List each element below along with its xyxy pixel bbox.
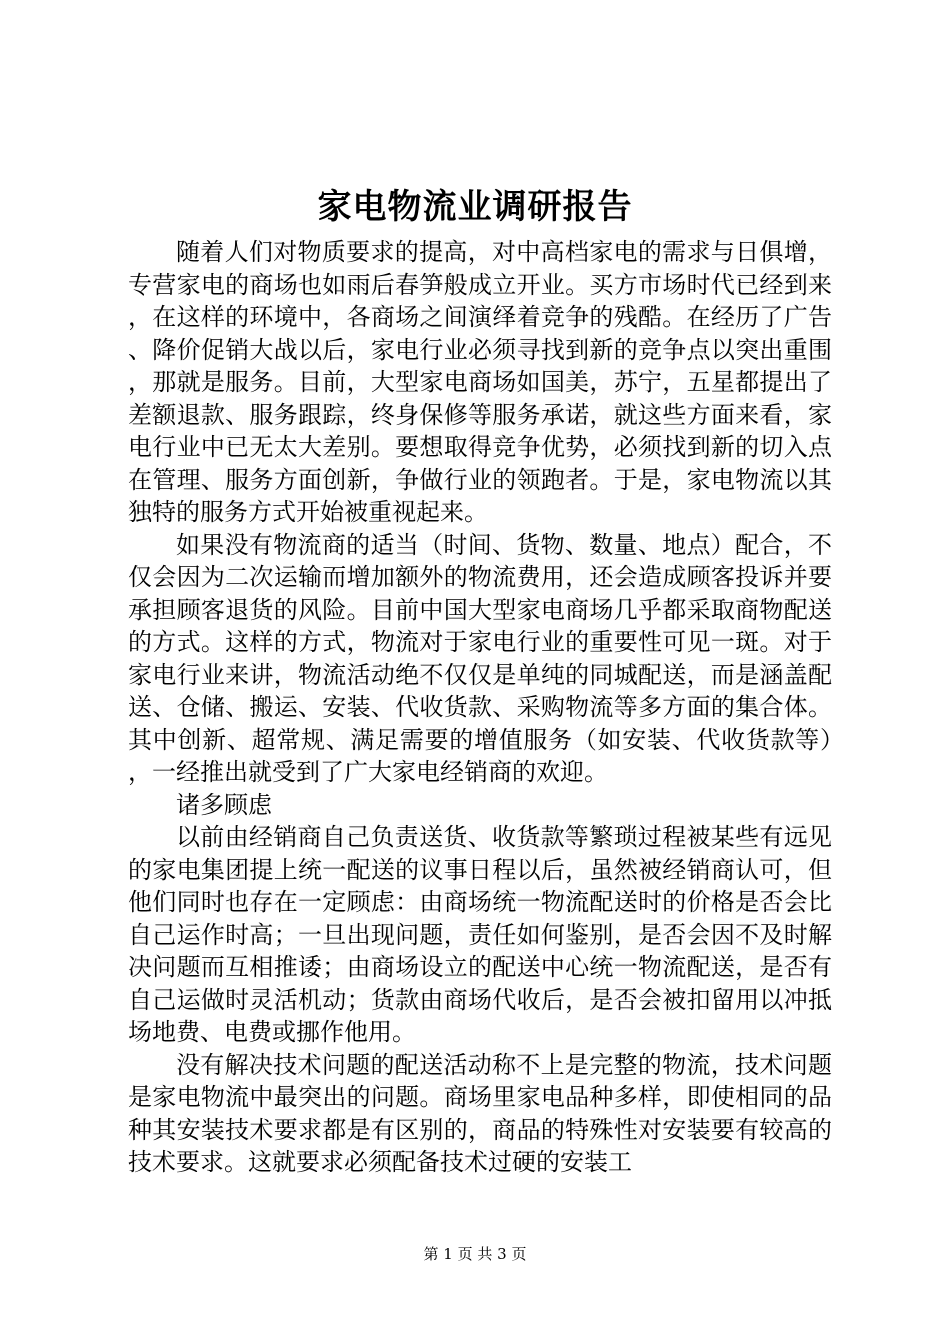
document-body [128, 236, 832, 1179]
paragraph-logistics-importance: 如果没有物流商的适当（时间、货物、数量、地点）配合，不仅会因为二次运输而增加额外的物流费用，还会造成顾客投诉并要承担顾客退货的风险。目前中国大型家电商场几乎都采取商物配送的方式。这样的方式，物流对于家电行业的重要性可见一斑。对于家电行业来讲，物流活动绝不仅仅是单纯的同城配送，而是涵盖配送、仓储、搬运、安装、代收货款、采购物流等多方面的集合体。其中创新、超常规、满足需要的增值服务（如安装、代收货款等），一经推出就受到了广大家电经销商的欢迎。 [128, 530, 832, 786]
paragraph-concerns: 以前由经销商自己负责送货、收货款等繁琐过程被某些有远见的家电集团提上统一配送的议事日程以后，虽然被经销商认可，但他们同时也存在一定顾虑：由商场统一物流配送时的价格是否会比自己运作时高；一旦出现问题，责任如何鉴别，是否会因不及时解决问题而互相推诿；由商场设立的配送中心统一物流配送，是否有自己运做时灵活机动；货款由商场代收后，是否会被扣留用以冲抵场地费、电费或挪作他用。 [128, 823, 832, 1046]
paragraph-technical-issues: 没有解决技术问题的配送活动称不上是完整的物流，技术问题是家电物流中最突出的问题。商场里家电品种多样，即使相同的品种其安装技术要求都是有区别的，商品的特殊性对安装要有较高的技术要求。这就要求必须配备技术过硬的安装工 [128, 1050, 832, 1176]
paragraph-intro: 随着人们对物质要求的提高，对中高档家电的需求与日俱增，专营家电的商场也如雨后春笋般成立开业。买方市场时代已经到来，在这样的环境中，各商场之间演绎着竞争的残酷。在经历了广告、降价促销大战以后，家电行业必须寻找到新的竞争点以突出重围，那就是服务。目前，大型家电商场如国美，苏宁，五星都提出了差额退款、服务跟踪，终身保修等服务承诺，就这些方面来看，家电行业中已无太大差别。要想取得竞争优势，必须找到新的切入点在管理、服务方面创新，争做行业的领跑者。于是，家电物流以其独特的服务方式开始被重视起来。 [128, 238, 832, 526]
document-title: 家电物流业调研报告 [317, 187, 633, 227]
section-heading: 诸多顾虑 [176, 790, 272, 819]
page-footer: 第 1 页 共 3 页 [423, 1245, 527, 1263]
